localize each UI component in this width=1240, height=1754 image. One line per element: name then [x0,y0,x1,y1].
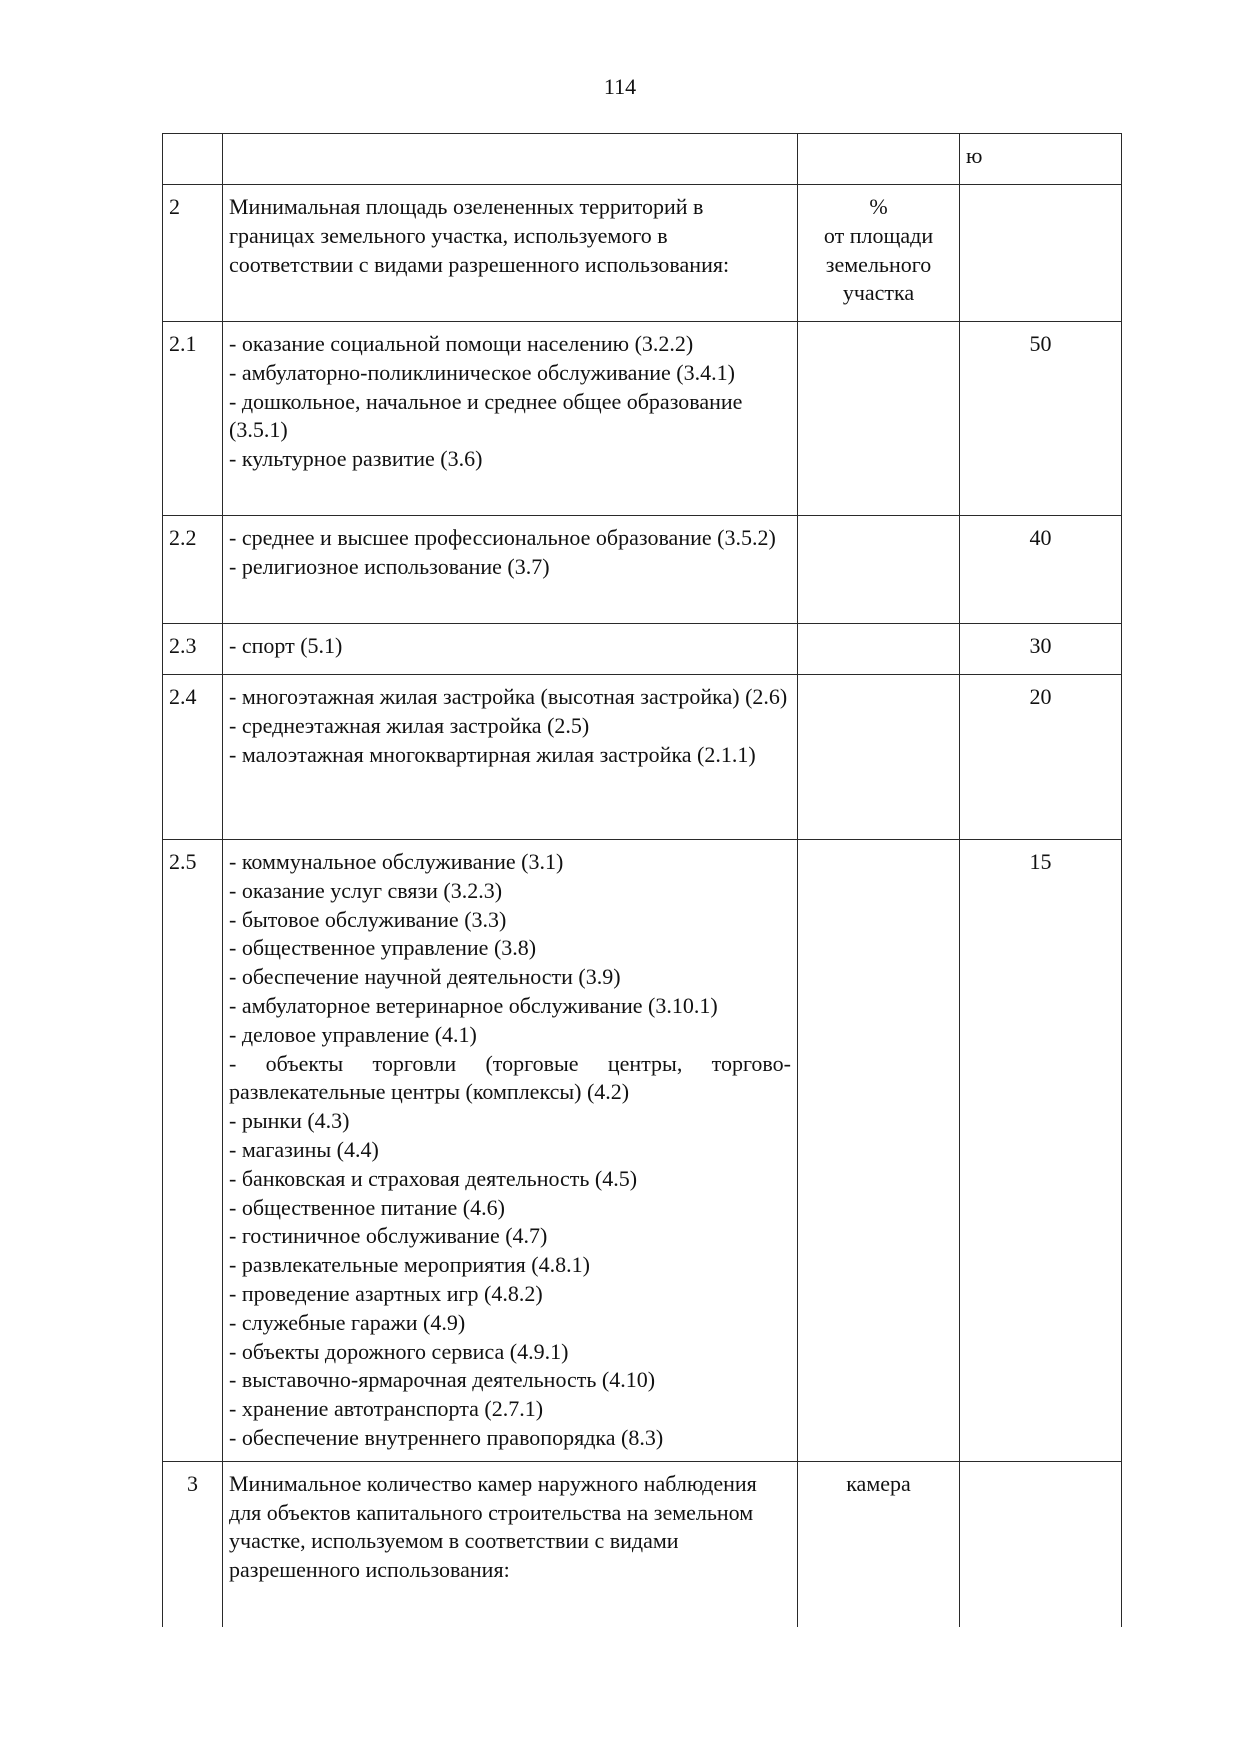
row-name-line: - банковская и страховая деятельность (4.5) [229,1165,638,1191]
row-name-cell [223,185,798,322]
row-unit-cell [798,1461,960,1627]
row-number-cell [163,134,223,185]
row-unit-cell [798,624,960,675]
row-unit-cell [798,516,960,624]
row-name-line: - культурное развитие (3.6) [229,446,483,472]
row-value-cell: 40 [960,516,1122,624]
row-value-cell: 30 [960,624,1122,675]
row-name-line: - дошкольное, начальное и среднее общее образование (3.5.1) [229,388,743,443]
row-name-line: Минимальное количество камер наружного наблюдения для объектов капитального строительства на земельном участке, используемом в соответствии с видами разрешенного использования: [229,1470,757,1583]
row-number-cell: 2.1 [163,322,223,516]
unit-line: земельного [825,251,932,277]
row-name-line: - объекты торговли (торговые центры, торгово-развлекательные центры (комплексы) (4.2) [229,1050,791,1105]
row-name-line: - обеспечение внутреннего правопорядка (8.3) [229,1424,664,1450]
row-name-line: - магазины (4.4) [229,1136,379,1162]
row-value-cell [960,1461,1122,1627]
row-name-line: - среднеэтажная жилая застройка (2.5) [229,712,590,738]
row-name-line: - рынки (4.3) [229,1108,350,1134]
unit-line: участка [842,280,915,306]
row-name-cell [223,675,798,840]
row-name-line: - амбулаторное ветеринарное обслуживание (3.10.1) [229,992,718,1018]
row-value-cell: 15 [960,840,1122,1462]
row-number-cell: 3 [163,1461,223,1627]
row-number-cell: 2.2 [163,516,223,624]
row-number-cell: 2.3 [163,624,223,675]
row-name-line: - выставочно-ярмарочная деятельность (4.10) [229,1367,656,1393]
regulations-table [162,133,1122,1627]
row-name-line: - амбулаторно-поликлиническое обслуживание (3.4.1) [229,359,735,385]
row-name-line: - проведение азартных игр (4.8.2) [229,1280,543,1306]
row-unit-cell [798,675,960,840]
unit-line: % [869,194,888,219]
table-row [163,185,1122,322]
row-name-line: - религиозное использование (3.7) [229,553,550,579]
row-name-line: - обеспечение научной деятельности (3.9) [229,964,621,990]
table-row-top [163,134,1122,185]
row-name-cell [223,322,798,516]
table-row [163,675,1122,840]
row-name-cell [223,1461,798,1627]
row-name-line: - служебные гаражи (4.9) [229,1309,466,1335]
table-row [163,624,1122,675]
row-name-line: - многоэтажная жилая застройка (высотная застройка) (2.6) [229,684,788,709]
row-name-line: - гостиничное обслуживание (4.7) [229,1223,548,1249]
row-unit-cell [798,134,960,185]
row-name-line: - среднее и высшее профессиональное образование (3.5.2) [229,525,776,550]
unit-line: камера [846,1470,911,1496]
page-number: 114 [603,74,637,99]
row-name-line: - оказание услуг связи (3.2.3) [229,877,503,903]
row-name-line: - развлекательные мероприятия (4.8.1) [229,1252,590,1278]
row-name-cell [223,840,798,1462]
row-unit-cell [798,840,960,1462]
row-value-cell: 20 [960,675,1122,840]
table-row [163,322,1122,516]
row-name-line: - спорт (5.1) [229,633,343,658]
table-row [163,516,1122,624]
row-name-cell [223,624,798,675]
row-unit-cell [798,322,960,516]
row-name-line: Минимальная площадь озелененных территорий в границах земельного участка, используемого в соответствии с видами разрешенного использования: [229,194,730,277]
row-name-line: - оказание социальной помощи населению (3.2.2) [229,331,694,356]
row-name-line: - объекты дорожного сервиса (4.9.1) [229,1338,569,1364]
unit-line: от площади [823,222,934,248]
row-name-line: - хранение автотранспорта (2.7.1) [229,1396,544,1422]
table-row [163,840,1122,1462]
row-name-line: - общественное питание (4.6) [229,1194,505,1220]
row-value-cell [960,185,1122,322]
row-name-cell [223,134,798,185]
row-name-line: - общественное управление (3.8) [229,935,537,961]
row-number-cell: 2.4 [163,675,223,840]
row-name-line: - малоэтажная многоквартирная жилая застройка (2.1.1) [229,741,756,767]
row-name-line: - деловое управление (4.1) [229,1021,477,1047]
row-unit-cell [798,185,960,322]
row-name-line: - бытовое обслуживание (3.3) [229,906,507,932]
row-value-cell: 50 [960,322,1122,516]
row-number-cell: 2.5 [163,840,223,1462]
row-name-cell [223,516,798,624]
row-number-cell: 2 [163,185,223,322]
row-value-cell: ю [960,134,1122,185]
row-name-line: - коммунальное обслуживание (3.1) [229,849,564,874]
table-row [163,1461,1122,1627]
